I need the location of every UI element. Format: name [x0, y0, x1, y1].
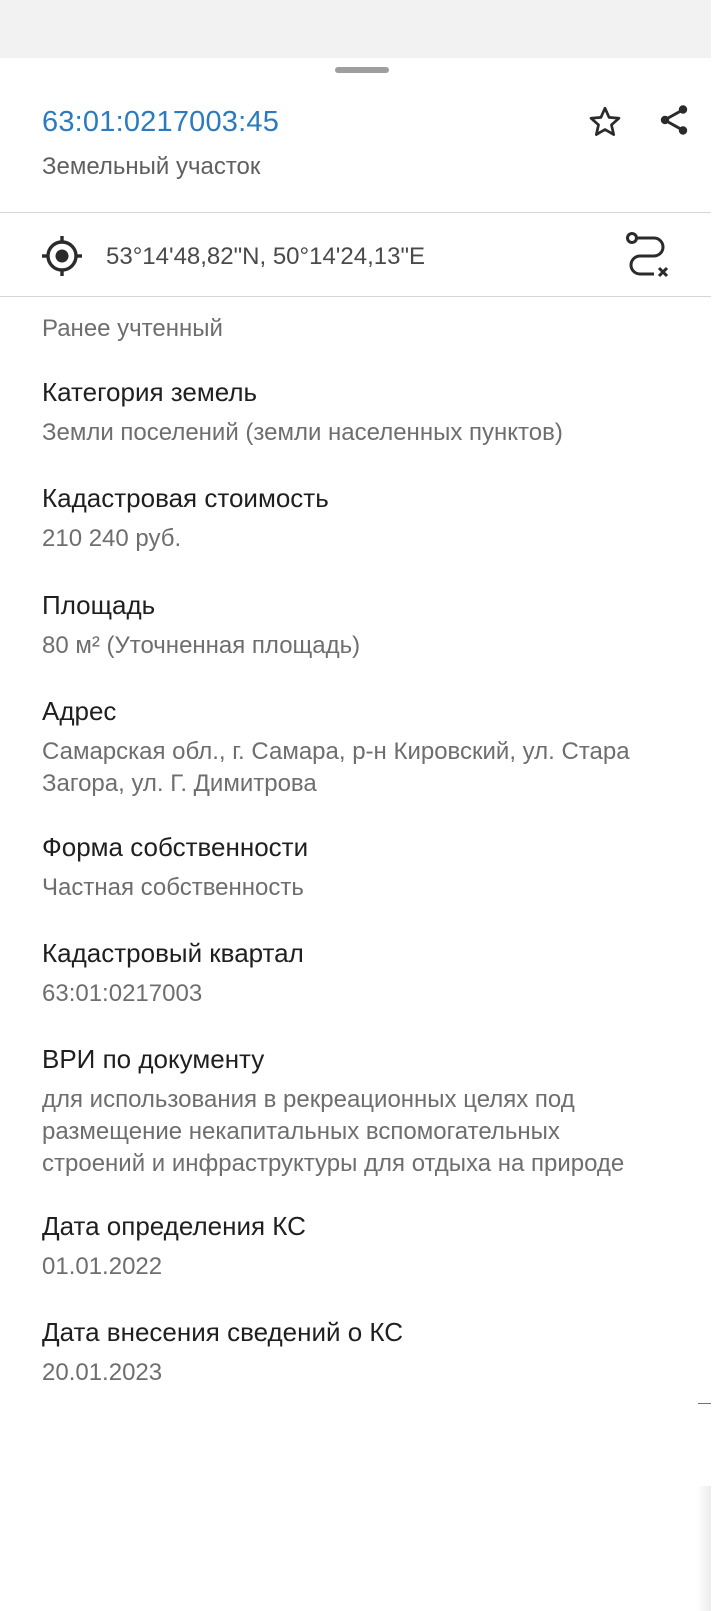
route-clear-icon[interactable] — [624, 230, 672, 280]
address-value: Самарская обл., г. Самара, р-н Кировский, ул. Стара Загора, ул. Г. Димитрова — [42, 738, 630, 797]
sheet-drag-handle[interactable] — [335, 67, 389, 73]
status-field — [42, 313, 707, 345]
permitted-use-value: для использования в рекреационных целях под размещение некапитальных вспомогательных строений и инфраструктуры для отдыха на природе — [42, 1086, 625, 1177]
valuation-date-field — [42, 1209, 707, 1283]
ownership-form-value: Частная собственность — [42, 874, 304, 901]
coordinates-divider — [0, 296, 711, 297]
object-type-subtitle: Земельный участок — [42, 153, 261, 180]
permitted-use-field — [42, 1042, 707, 1180]
valuation-date-value: 01.01.2022 — [42, 1253, 163, 1280]
address-label: Адрес — [42, 696, 117, 726]
permitted-use-label: ВРИ по документу — [42, 1044, 265, 1074]
area-field — [42, 588, 707, 662]
header-divider — [0, 212, 711, 213]
ownership-form-field — [42, 830, 707, 904]
cadastral-value-field — [42, 481, 707, 555]
entry-date-value: 20.01.2023 — [42, 1359, 163, 1386]
status-bar-gap — [0, 0, 725, 58]
coordinates-text[interactable]: 53°14'48,82"N, 50°14'24,13"E — [106, 243, 425, 270]
coordinates-row[interactable] — [0, 220, 725, 304]
cadastral-value-label: Кадастровая стоимость — [42, 483, 329, 513]
entry-date-label: Дата внесения сведений о КС — [42, 1317, 404, 1347]
area-label: Площадь — [42, 590, 156, 620]
valuation-date-label: Дата определения КС — [42, 1211, 306, 1241]
cadastral-quarter-label: Кадастровый квартал — [42, 938, 304, 968]
target-icon[interactable] — [40, 234, 84, 278]
edge-shadow — [697, 1486, 711, 1611]
land-category-label: Категория земель — [42, 377, 258, 407]
address-field — [42, 694, 707, 800]
scroll-indicator — [698, 1403, 711, 1404]
entry-date-field — [42, 1315, 707, 1389]
details-scroll-area[interactable] — [0, 305, 711, 1611]
cadastral-number-title[interactable]: 63:01:0217003:45 — [42, 106, 280, 138]
favorite-button[interactable] — [585, 102, 625, 142]
status-value: Ранее учтенный — [42, 315, 223, 342]
land-category-value: Земли поселений (земли населенных пунктов) — [42, 419, 563, 446]
share-button[interactable] — [654, 100, 694, 140]
star-outline-icon — [587, 104, 623, 140]
area-value: 80 м² (Уточненная площадь) — [42, 632, 361, 659]
cadastral-quarter-value: 63:01:0217003 — [42, 980, 203, 1007]
ownership-form-label: Форма собственности — [42, 832, 309, 862]
share-icon — [656, 102, 692, 138]
land-category-field — [42, 375, 707, 449]
cadastral-quarter-field — [42, 936, 707, 1010]
cadastral-value-value: 210 240 руб. — [42, 525, 182, 552]
